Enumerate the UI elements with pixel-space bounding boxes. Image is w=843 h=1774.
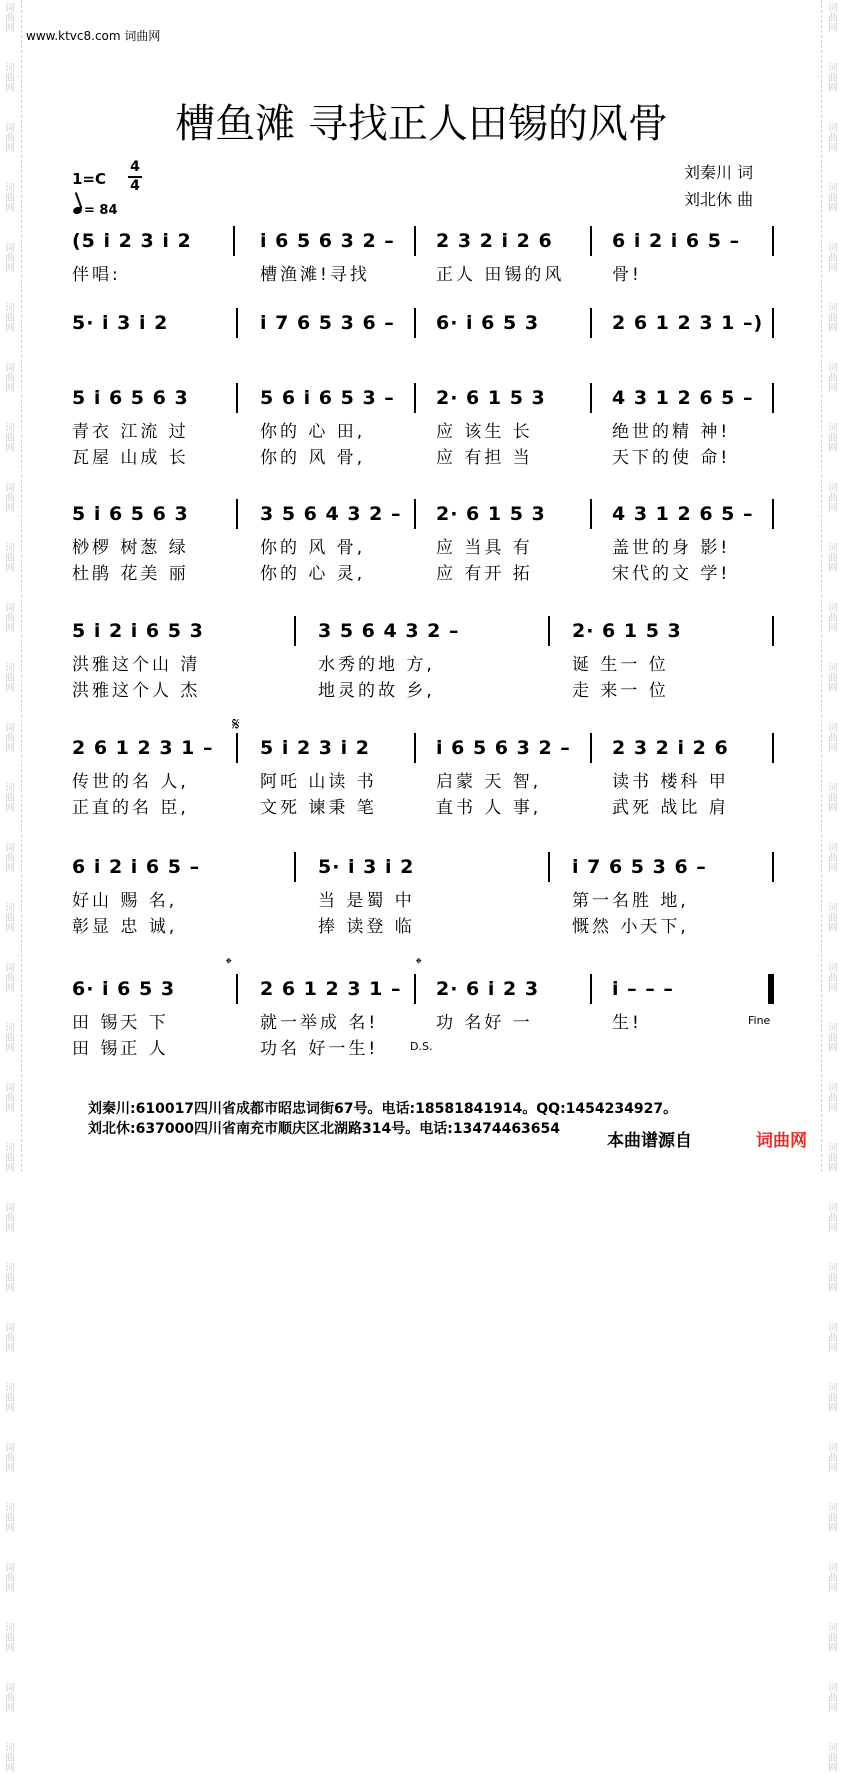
watermark-text: 词 曲 网 — [828, 1263, 838, 1294]
bar-line — [414, 974, 416, 1004]
lyric-text: 读书 楼科 甲 — [612, 772, 729, 792]
watermark-text: 词 曲 网 — [5, 723, 15, 754]
measure-notes: 2 3 2 i 2 6 — [436, 230, 553, 252]
bar-line — [772, 226, 774, 256]
measure-notes: 2· 6 1 5 3 — [436, 503, 546, 525]
lyricist-credit: 刘秦川 词 — [684, 163, 754, 182]
watermark-text: 词 曲 网 — [828, 1503, 838, 1534]
watermark-text: 词 曲 网 — [828, 63, 838, 94]
measure-notes: 5 6 i 6 5 3 – — [260, 387, 395, 409]
ds-mark: D.S. — [410, 1040, 433, 1053]
watermark-text: 词 曲 网 — [5, 63, 15, 94]
measure-notes: 5 i 2 3 i 2 — [260, 737, 370, 759]
watermark-text: 词 曲 网 — [828, 423, 838, 454]
bar-line — [236, 308, 238, 338]
watermark-text: 词 曲 网 — [828, 1023, 838, 1054]
lyric-text: 传世的名 人, — [72, 772, 189, 792]
time-signature-bottom: 4 — [130, 178, 140, 194]
measure-notes: i 6 5 6 3 2 – — [260, 230, 395, 252]
watermark-text: 词 曲 网 — [5, 1683, 15, 1714]
lyric-text: 武死 战比 肩 — [612, 798, 729, 818]
bar-line — [772, 308, 774, 338]
bar-line — [236, 974, 238, 1004]
bar-line — [772, 383, 774, 413]
watermark-text: 词 曲 网 — [5, 1083, 15, 1114]
lyric-text: 功 名好 一 — [436, 1013, 533, 1033]
lyric-text: 阿吒 山读 书 — [260, 772, 377, 792]
fine-mark: Fine — [748, 1014, 771, 1027]
lyric-text: 杜鹃 花美 丽 — [72, 564, 189, 584]
watermark-text: 词 曲 网 — [828, 1623, 838, 1654]
bar-line — [590, 733, 592, 763]
bar-line — [414, 226, 416, 256]
bar-line — [548, 616, 550, 646]
lyric-text: 彰显 忠 诚, — [72, 917, 178, 937]
final-double-bar — [768, 974, 772, 1004]
song-title: 槽鱼滩 寻找正人田锡的风骨 — [175, 101, 668, 147]
watermark-text: 词 曲 网 — [5, 1743, 15, 1774]
watermark-text: 词 曲 网 — [5, 1143, 15, 1174]
watermark-text: 词 曲 网 — [5, 303, 15, 334]
measure-notes: 2· 6 1 5 3 — [436, 387, 546, 409]
lyric-text: 应 该生 长 — [436, 422, 533, 442]
lyric-text: 启蒙 天 智, — [436, 772, 542, 792]
watermark-text: 词 曲 网 — [828, 303, 838, 334]
watermark-text: 词 曲 网 — [5, 423, 15, 454]
watermark-text: 词 曲 网 — [5, 1263, 15, 1294]
footer-line-2: 刘北休:637000四川省南充市顺庆区北湖路314号。电话:13474463654 — [88, 1121, 561, 1137]
time-signature-top: 4 — [130, 159, 140, 175]
watermark-text: 词 曲 网 — [828, 243, 838, 274]
bar-line — [772, 616, 774, 646]
measure-notes: 2 6 1 2 3 1 –) — [612, 312, 764, 334]
measure-notes: 4 3 1 2 6 5 – — [612, 503, 754, 525]
watermark-text: 词 曲 网 — [828, 843, 838, 874]
measure-notes: 2· 6 i 2 3 — [436, 978, 540, 1000]
measure-notes: 6 i 2 i 6 5 – — [612, 230, 741, 252]
watermark-text: 词 曲 网 — [5, 3, 15, 34]
measure-notes: 4 3 1 2 6 5 – — [612, 387, 754, 409]
source-label: 本曲谱源自 — [603, 1124, 696, 1153]
lyric-text: 捧 读登 临 — [318, 917, 415, 937]
measure-notes: 5· i 3 i 2 — [318, 856, 415, 878]
bar-line — [414, 499, 416, 529]
bar-line — [590, 308, 592, 338]
lyric-text: 你的 风 骨, — [260, 448, 366, 468]
watermark-text: 词 曲 网 — [5, 1563, 15, 1594]
measure-notes: i 6 5 6 3 2 – — [436, 737, 571, 759]
lyric-text: 你的 心 田, — [260, 422, 366, 442]
lyric-text: 第一名胜 地, — [572, 891, 689, 911]
bar-line — [294, 616, 296, 646]
lyric-text: 地灵的故 乡, — [318, 681, 435, 701]
watermark-text: 词 曲 网 — [5, 1503, 15, 1534]
site-label[interactable]: www.ktvc8.com 词曲网 — [26, 29, 161, 43]
lyric-text: 应 有开 拓 — [436, 564, 533, 584]
right-watermark-strip — [823, 0, 843, 1774]
bar-line — [772, 733, 774, 763]
watermark-text: 词 曲 网 — [828, 963, 838, 994]
measure-notes: 6 i 2 i 6 5 – — [72, 856, 201, 878]
lyric-text: 田 锡天 下 — [72, 1013, 169, 1033]
lyric-text: 桫椤 树葱 绿 — [72, 538, 189, 558]
watermark-text: 词 曲 网 — [828, 3, 838, 34]
watermark-text: 词 曲 网 — [5, 1623, 15, 1654]
watermark-text: 词 曲 网 — [828, 1083, 838, 1114]
lyric-text: 正直的名 臣, — [72, 798, 189, 818]
watermark-text: 词 曲 网 — [828, 1563, 838, 1594]
watermark-text: 词 曲 网 — [828, 603, 838, 634]
watermark-text: 词 曲 网 — [5, 1323, 15, 1354]
tempo-mark: = 84 — [84, 203, 118, 218]
bar-line — [236, 733, 238, 763]
watermark-text: 词 曲 网 — [5, 903, 15, 934]
watermark-text: 词 曲 网 — [828, 783, 838, 814]
watermark-text: 词 曲 网 — [828, 1323, 838, 1354]
lyric-text: 你的 风 骨, — [260, 538, 366, 558]
lyric-text: 文死 谏秉 笔 — [260, 798, 377, 818]
watermark-text: 词 曲 网 — [5, 1383, 15, 1414]
watermark-text: 词 曲 网 — [5, 663, 15, 694]
quarter-note-icon — [72, 206, 83, 216]
bar-line — [294, 852, 296, 882]
measure-notes: 6· i 6 5 3 — [436, 312, 540, 334]
watermark-text: 词 曲 网 — [5, 543, 15, 574]
watermark-text: 词 曲 网 — [5, 1203, 15, 1234]
watermark-text: 词 曲 网 — [828, 543, 838, 574]
lyric-text: 槽渔滩!寻找 — [260, 265, 370, 285]
bar-line — [233, 226, 235, 256]
lyric-text: 伴唱: — [72, 265, 121, 285]
bar-line — [590, 499, 592, 529]
lyric-text: 好山 赐 名, — [72, 891, 178, 911]
lyric-text: 天下的使 命! — [612, 448, 731, 468]
watermark-text: 词 曲 网 — [5, 183, 15, 214]
lyric-text: 盖世的身 影! — [612, 538, 731, 558]
bar-line — [590, 383, 592, 413]
lyric-text: 田 锡正 人 — [72, 1039, 169, 1059]
measure-notes: 3 5 6 4 3 2 – — [260, 503, 402, 525]
watermark-text: 词 曲 网 — [5, 843, 15, 874]
lyric-text: 应 当具 有 — [436, 538, 533, 558]
lyric-text: 诞 生一 位 — [572, 655, 669, 675]
lyric-text: 你的 心 灵, — [260, 564, 366, 584]
lyric-text: 宋代的文 学! — [612, 564, 731, 584]
watermark-text: 词 曲 网 — [5, 963, 15, 994]
brand-logo[interactable]: 词曲网 — [752, 1124, 811, 1153]
watermark-text: 词 曲 网 — [5, 363, 15, 394]
watermark-text: 词 曲 网 — [5, 243, 15, 274]
watermark-text: 词 曲 网 — [828, 723, 838, 754]
measure-notes: i – – – — [612, 978, 674, 1000]
watermark-text: 词 曲 网 — [828, 363, 838, 394]
segno-icon: 𝄋 — [232, 714, 240, 735]
watermark-text: 词 曲 网 — [5, 483, 15, 514]
bar-line — [772, 852, 774, 882]
lyric-text: 就一举成 名! — [260, 1013, 379, 1033]
left-watermark-strip — [0, 0, 20, 1774]
watermark-text: 词 曲 网 — [5, 603, 15, 634]
measure-notes: i 7 6 5 3 6 – — [260, 312, 395, 334]
lyric-text: 青衣 江流 过 — [72, 422, 189, 442]
bar-line — [772, 499, 774, 529]
watermark-text: 词 曲 网 — [828, 483, 838, 514]
time-signature — [128, 160, 142, 194]
lyric-text: 洪雅这个人 杰 — [72, 681, 201, 701]
lyric-text: 骨! — [612, 265, 642, 285]
watermark-text: 词 曲 网 — [828, 903, 838, 934]
measure-notes: 5 i 6 5 6 3 — [72, 503, 189, 525]
measure-notes: 5 i 2 i 6 5 3 — [72, 620, 204, 642]
lyric-text: 直书 人 事, — [436, 798, 542, 818]
lyric-text: 慨然 小天下, — [572, 917, 689, 937]
watermark-text: 词 曲 网 — [828, 663, 838, 694]
measure-notes: 2 6 1 2 3 1 – — [72, 737, 214, 759]
watermark-text: 词 曲 网 — [828, 123, 838, 154]
watermark-text: 词 曲 网 — [5, 1023, 15, 1054]
measure-notes: 2 3 2 i 2 6 — [612, 737, 729, 759]
watermark-text: 词 曲 网 — [828, 1383, 838, 1414]
measure-notes: 3 5 6 4 3 2 – — [318, 620, 460, 642]
lyric-text: 瓦屋 山成 长 — [72, 448, 189, 468]
watermark-text: 词 曲 网 — [828, 1443, 838, 1474]
bar-line — [548, 852, 550, 882]
lyric-text: 绝世的精 神! — [612, 422, 731, 442]
composer-credit: 刘北休 曲 — [684, 190, 754, 209]
bar-line — [236, 383, 238, 413]
footer-line-1: 刘秦川:610017四川省成都市昭忠词街67号。电话:18581841914。QQ:1454234927。 — [88, 1101, 678, 1117]
measure-notes: 6· i 6 5 3 — [72, 978, 176, 1000]
bar-line — [414, 733, 416, 763]
watermark-text: 词 曲 网 — [5, 123, 15, 154]
bar-line — [414, 383, 416, 413]
lyric-text: 正人 田锡的风 — [436, 265, 565, 285]
measure-notes: 2· 6 1 5 3 — [572, 620, 682, 642]
coda-icon-2: 𝄌 — [416, 954, 422, 973]
watermark-text: 词 曲 网 — [5, 1443, 15, 1474]
bar-line — [414, 308, 416, 338]
watermark-text: 词 曲 网 — [5, 783, 15, 814]
measure-notes: 5· i 3 i 2 — [72, 312, 169, 334]
watermark-text: 词 曲 网 — [828, 183, 838, 214]
measure-notes: (5 i 2 3 i 2 — [72, 230, 192, 252]
watermark-text: 词 曲 网 — [828, 1203, 838, 1234]
lyric-text: 应 有担 当 — [436, 448, 533, 468]
watermark-text: 词 曲 网 — [828, 1683, 838, 1714]
measure-notes: i 7 6 5 3 6 – — [572, 856, 707, 878]
lyric-text: 洪雅这个山 清 — [72, 655, 201, 675]
bar-line — [772, 974, 774, 1004]
measure-notes: 2 6 1 2 3 1 – — [260, 978, 402, 1000]
watermark-text: 词 曲 网 — [828, 1143, 838, 1174]
lyric-text: 当 是蜀 中 — [318, 891, 415, 911]
lyric-text: 功名 好一生! — [260, 1039, 379, 1059]
measure-notes: 5 i 6 5 6 3 — [72, 387, 189, 409]
lyric-text: 走 来一 位 — [572, 681, 669, 701]
key-signature: 1=C — [72, 170, 107, 188]
lyric-text: 水秀的地 方, — [318, 655, 435, 675]
coda-icon: 𝄌 — [226, 954, 232, 973]
watermark-text: 词 曲 网 — [828, 1743, 838, 1774]
bar-line — [590, 974, 592, 1004]
lyric-text: 生! — [612, 1013, 642, 1033]
bar-line — [236, 499, 238, 529]
bar-line — [590, 226, 592, 256]
